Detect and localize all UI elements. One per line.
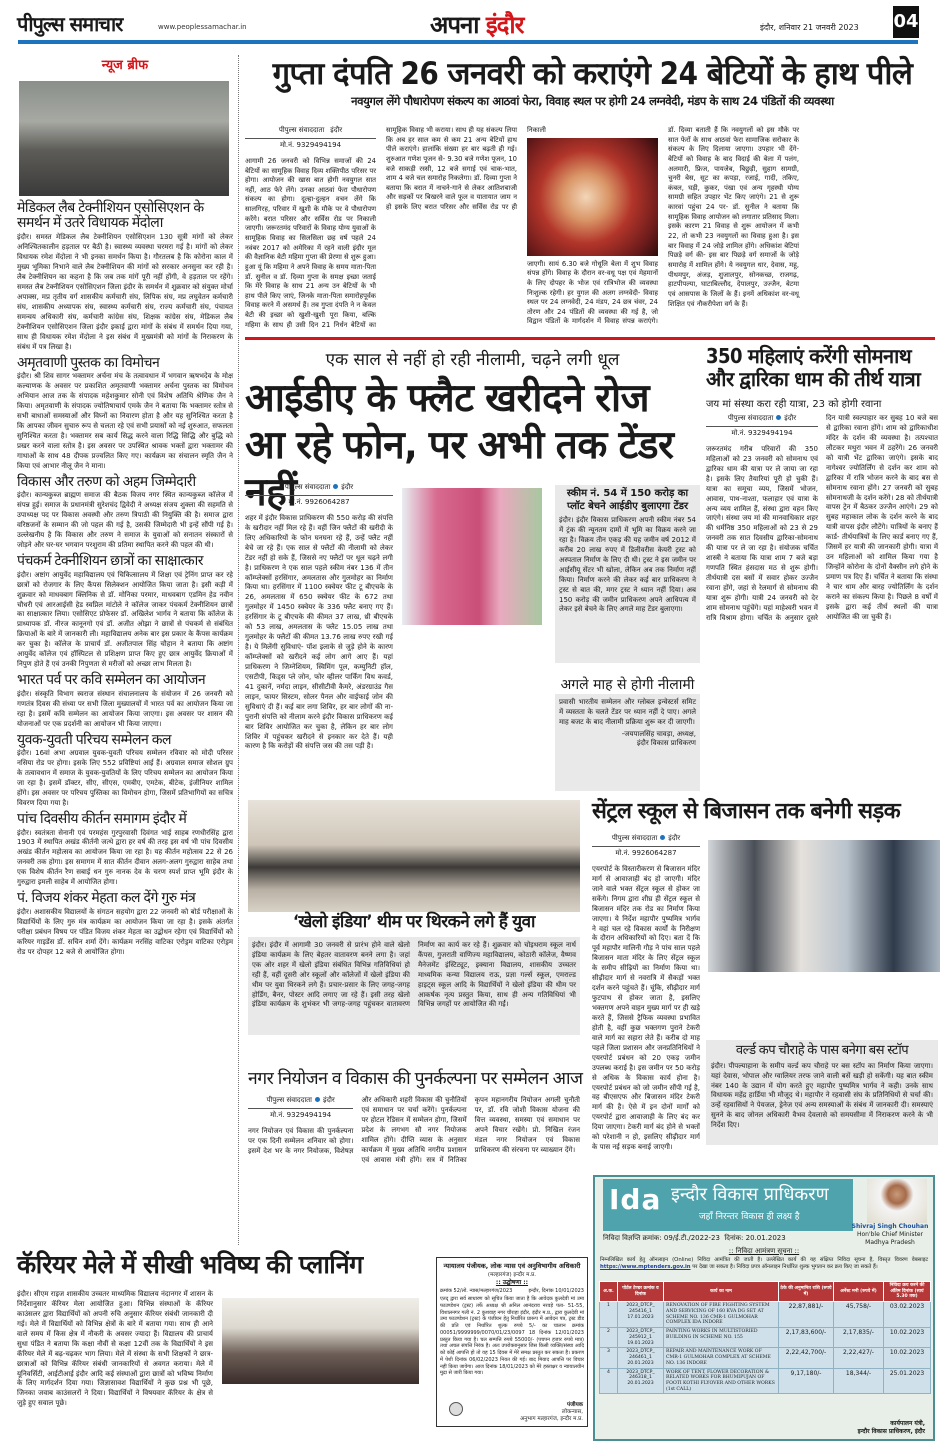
ida-body-col1 — [245, 483, 393, 798]
mptenders-link[interactable]: https://www.mptenders.gov.in — [600, 1264, 691, 1271]
ida-tender-ad — [593, 1175, 935, 1441]
intro-text: निम्नलिखित कार्य हेतु ऑनलाइन (Online) निविदा आमंत्रित की जाती है। उल्लेखित कार्य की यह संक्षिप्त निविदा सूचना है, विस्तृत विवरण वेबसाइट — [600, 1257, 928, 1263]
tender-table — [599, 1281, 931, 1394]
tender-cell: 2,22,42,700/- — [779, 1348, 834, 1368]
dot-icon — [333, 484, 338, 489]
town-planning-text: नगर नियोजन एवं विकास की पुनर्कल्पना पर एक दिनी सम्मेलन शनिवार को होगा। इसमें देश भर के नगर नियोजक, विशेषज्ञ और अधिकारी शहरी विकास की चुनौतियों एवं समाधान पर चर्चा करेंगे। पुनर्कल्पना पर होटल रेडिसन में सम्मेलन होगा, जिसमें प्रदेश के लगभग सौ नगर नियोजक शामिल होंगे। दीप्ति व्यास के अनुसार कार्यक्रम में मुख्य अतिथि नगरीय प्रशासन एवं आवास मंत्री होंगे। सत्र में नितिका कृपन महानगरीय नियोजन अगली चुनौती पर, डॉ. रवि जोशी विकास योजना की वित्त व्यवस्था, समस्या एवं समाधान पर अपने विचार रखेंगे। प्रो. निखिल रंजन मंडल नगर नियोजन एवं विकास प्राधिकरण की संरचना पर व्याख्यान देंगे। — [248, 1096, 580, 1164]
top-story-text: आगामी 26 जनवरी को विभिन्न समाजों की 24 बेटियों का सामूहिक विवाह दिव्य शक्तिपीठ परिसर पर होगा। आयोजन की खास बात होगी नवयुगल सात नहीं, आठ फेरे लेंगे। उनका आठवां फेरा पौधारोपण संकल्प का होगा। दूल्हा-दुल्हन वचन लेंगे कि सालगिरह, परिवार में खुशी के मौके पर वे पौधारोपण करेंगे। बरात परिसर और सर्विस रोड पर निकाली जाएगी। जरूरतमंद परिवारों के विवाह योग्य युवाओं के सामूहिक विवाह का सिलसिला छह वर्ष पहले 24 नवंबर 2017 को अमेरिका में रहने वाली इंदौर मूल की वैज्ञानिक बेटी महिमा गुप्ता की प्रेरणा से शुरू हुआ। हुआ यूं कि महिमा ने अपने विवाह के समय माता-पिता डॉ. सुनील व डॉ. दिव्या गुप्ता के समक्ष इच्छा जताई कि मेरे विवाह के साथ 21 अन्य उन बेटियों के भी हाथ पीले किए जाएं, जिनके माता-पिता समारोहपूर्वक विवाह करने में असमर्थ हैं। तब गुप्ता दंपति ने न केवल बेटी की इच्छा को खुशी-खुशी पूरा किया, बल्कि महिमा के साथ ही उसी दिन 21 निर्धन बेटियों का सामूहिक विवाह भी कराया। साथ ही यह संकल्प लिया कि अब हर साल कम से कम 21 अन्य बेटियों हाथ पीले कराएंगे। हालांकि संख्या हर बार बढ़ती ही गई। शुरुआत गणेश पूजन से- 9.30 बजे गणेश पूजन, 10 बजे साकड़ी रस्सी, 12 बजे सगाई एवं चाक-भात, शाम 4 बजे चल समारोह निकलेगा। डॉ. दिव्या गुप्ता ने बताया कि बरात में नाचने-गाने से लेकर आतिशबाजी और सड़कों पर बिखरने वाले फूल व यातायात जाम न हो इसके लिए बरात परिसर और सर्विस रोड पर ही निकाली जाएगी। सायं 6.30 बजे गोधूलि बेला में शुभ विवाह संपन्न होंगे। विवाह के दौरान वर-वधू पक्ष एवं मेहमानों के लिए दोपहर के भोज एवं रात्रिभोज की व्यवस्था निःशुल्क रहेगी। हर युगल की अलग लग्नवेदी- विवाह स्थल पर 24 लग्नवेदी, 24 मंडप, 24 छत्र चंवर, 24 तोरण और 24 पंडितों की व्यवस्था की गई है, जो विद्वान पंडितों के मार्गदर्शन में विवाह संपन्न कराएंगे। डॉ. दिव्या बताती हैं कि नवयुगलों को इस मौके पर सात फेरों के साथ आठवां फेरा सामाजिक सरोकार के संकल्प के लिए दिलाया जाएगा। उपहार भी देंगे- बेटियों को विवाह के बाद विदाई की बेला में पलंग, अलमारी, फ्रिज, पायजेब, बिछुड़ी, सुहाग सामग्री, चुनरी बेस, सूट का कपड़ा, रजाई, गादी, तकिए, कंबल, घड़ी, कुकर, पंखा एवं अन्य गृहस्थी योग्य सामग्री सहित उपहार भेंट किए जाएंगे। 21 से शुरू कारवां पहुंचा 24 पर- डॉ. सुनील ने बताया कि सामूहिक विवाह आयोजन को लगातार प्रतिसाद मिला। इसके कारण 21 विवाह से शुरू आयोजन में कभी 22, तो कभी 23 नवयुगलों का विवाह हुआ है। इस बार विवाह में 24 जोड़े शामिल होंगे। अधिकांश बेटियां पिछड़े वर्ग की- इस बार पिछड़े वर्ग समाजों के जोड़े समारोह में शामिल होंगे। ये नवयुगल धार, देवास, महू, पीथमपुर, अंजड़, शुजालपुर, सोनकच्छ, राजगढ़, हाटपीपल्या, घाटाबिल्लौद, देपालपुर, उज्जैन, बेटमा एवं आसपास के जिलों के हैं। इनमें अधिकांश वर-वधू शिक्षित एवं नौकरीपेशा वर्ग के हैं। — [245, 126, 799, 329]
court-body: एतद् द्वारा सर्व साधारण को सूचित किया जाता है कि आवेदक कुलदेवी मां उमा फाउण्डेशन (ट्रस्ट) तर्फे अध्यक्ष श्री अनिल आनंदराव नरवड़े पता- 51-55, विशालनगर गली नं. 2 कुशवाह नगर चौराहा इंदौर, इंदौर म.प्र., द्वारा कुलदेवी मां उमा फाउण्डेशन (ट्रस्ट) के पंजीयन हेतु निर्धारित प्रारूप में आवेदन पत्र, ट्रस्ट डीड की प्रति एवं निर्धारित शुल्क रुपये 5/- का चालान क्रमांक 00051/9999999/0070/01/23/0097 18 दिनांक 12/01/2023 प्रस्तुत किया गया है। चल सम्पत्ति रुपये 55000/- (पचपन हजार रुपये मात्र) तथा अचल संपत्ति निरंक है। अतः उपरोक्तानुसार जिस किसी व्यक्ति/संस्था आदि को कोई आपत्ति हो तो वह 15 दिवस में मेरे समक्ष प्रस्तुत कर सकता है। प्रकरण में पेशी दिनांक 06/02/2023 नियत की गई। बाद मियाद आपत्ति पर विचार नहीं किया जावेगा। आज दिनांक 18/01/2023 को मेरे हस्ताक्षर व न्यायालयीन मुद्रा से जारी किया गया। — [440, 1296, 584, 1377]
ida-building-photo — [402, 488, 542, 625]
byline-city: इंदौर — [784, 414, 797, 422]
tender-row — [600, 1348, 931, 1368]
byline-reporter: पीपुल्स संवाददाता — [266, 1096, 312, 1105]
wedding-photo — [527, 138, 658, 256]
section-title — [430, 8, 523, 41]
website: www.peoplessamachar.in — [158, 23, 247, 31]
court-title: न्यायालय पंजीयक, लोक न्यास एवं अनुविभागीय अधिकारी — [443, 1262, 581, 1270]
brief-headline: मेडिकल लैब टेक्नीशियन एसोसिएशन के समर्थन में उतरे विधायक मेंदोला — [17, 200, 204, 231]
tender-cell: 03.02.2023 — [884, 1302, 931, 1328]
pilgrimage-body — [706, 414, 938, 794]
phone-number: मो.नं. 9329494194 — [270, 1111, 332, 1120]
byline-city: इंदौर — [322, 1096, 335, 1105]
pilgrimage-text: जरूरतमंद गरीब परिवारों की 350 महिलाओं को 23 जनवरी को सोमनाथ एवं द्वारिका धाम की यात्रा पर ले जाया जा रहा है। इसके लिए तैयारियां पूरी हो चुकी हैं। यात्रा का समूचा व्यय, जिसमें भोजन, आवास, पाथ-नाश्ता, फलाहार एवं यात्रा के अन्य व्यय शामिल हैं, संस्था द्वारा वहन किए जाएंगे। संस्था जय मां की मानवाधिकार शहर की धर्मनिष्ठ 350 महिलाओं को 23 से 29 जनवरी तक सात दिवसीय द्वारिका-सोमनाथ की यात्रा पर ले जा रहा है। संयोजक चर्चित शास्त्री ने बताया कि यात्रा शाम 7 बजे बड़ा गणपति स्थित हंसदास मठ से शुरू होगी। तीर्थयात्री दस बसों में सवार होकर उज्जैन रवाना होंगे, जहां से रेलमार्ग से सोमनाथ की यात्रा शुरू होगी। यात्री 24 जनवरी को देर शाम सोमनाथ पहुंचेंगे। यहां माहेश्वरी भवन में रात्रि विश्राम होगा। चर्चित के अनुसार दूसरे दिन यात्री स्वल्पाहार कर सुबह 10 बजे बस से द्वारिका रवाना होंगे। शाम को द्वारिकाधीश मंदिर के दर्शन की व्यवस्था है। तत्पश्चात लौटकर मथुरा भवन में ठहरेंगे। 26 जनवरी को यात्री भेंट द्वारिका जाएंगे। इसके बाद नागेश्वर ज्योतिर्लिंग से दर्शन कर शाम को द्वारिका में रात्रि भोजन करने के बाद बस से सोमनाथ रवाना होंगे। 27 जनवरी को सुबह सोमनाथजी के दर्शन करेंगे। 28 को तीर्थयात्री वापस ट्रेन में बैठकर उज्जैन आएंगे। 29 को सुबह महाकाल लोक के दर्शन करने के बाद यात्री वापस इंदौर लौटेंगे। यात्रियों के बनाए हैं कार्ड- तीर्थयात्रियों के लिए कार्ड बनाए गए हैं, जिसमें हर यात्री की जानकारी होगी। यात्रा में उन महिलाओं को शामिल किया गया है जिन्होंने कोरोना के दोनों वैक्सीन लगे होने के प्रमाण पत्र दिए हैं। चर्चित ने बताया कि संस्था ने चार धाम और बारह ज्योतिर्लिंग के दर्शन कराने का संकल्प किया है। पिछले 8 वर्षों में इसके द्वारा कई तीर्थ स्थलों की यात्रा आयोजित की जा चुकी हैं। — [706, 414, 938, 622]
ida-headline: आईडीए के फ्लैट खरीदने रोज आ रहे फोन, पर अभी तक टेंडर नहीं — [245, 376, 674, 515]
byline-city: इंदौर — [341, 483, 354, 491]
byline — [592, 834, 700, 847]
khelo-india-story — [248, 914, 580, 1049]
auction-quote-name: -जयपालसिंह चावड़ा, अध्यक्ष, — [621, 729, 696, 738]
court-sign-2: लोकन्यास, — [561, 1408, 583, 1415]
brief-body: इंदौर। कान्यकुब्ज ब्राह्मण समाज की बैठक विजय नगर स्थित कान्यकुब्ज कॉलेज में संपन्न हुई। समाज के प्रधानमंत्री सुरेशचंद द्विवेदी ने अध्यक्ष संजय शुक्ला की सहमति से उपाध्यक्ष पद पर विकास अवस्थी और तरुण त्रिपाठी की नियुक्ति की है। समाज द्वारा वरिष्ठजनों के सम्मान की जो पहल की गई है, उसकी जिम्मेदारी भी इन्हें सौंपी गई है। उल्लेखनीय है कि विकास और तरुण ने समाज के युवाओं को सनातन संस्कारों से जोड़ने और घर-घर भगवान परशुराम की प्रतिमा स्थापित करने की पहल की थी। — [17, 491, 233, 550]
auction-body: प्रवासी भारतीय सम्मेलन और ग्लोबल इन्वेस्टर्स समिट में व्यस्तता के चलते टेंडर पर ध्यान नहीं दे पाए। अगले माह बजट के बाद नीलामी प्रक्रिया शुरू कर दी जाएगी। — [559, 698, 696, 726]
tender-table-header — [600, 1282, 931, 1302]
news-brief-column — [17, 55, 233, 1250]
tender-cell: REPAIR AND MAINTENANCE WORK OF CMR-1 GULMOHAR COMPLEX AT SCHEME NO. 136 INDORE — [664, 1348, 779, 1368]
central-school-body-col1 — [592, 834, 700, 1152]
brief-headline: पंचकर्म टेक्नीशियन छात्रों का साक्षात्कार — [17, 553, 203, 569]
ida-body: शहर में इंदौर विकास प्राधिकरण की 550 करोड़ की संपत्ति के खरीदार नहीं मिल रहे हैं। वहीं जिन फ्लैटों की खरीदी के लिए अधिकारियों के फोन घनघना रहे हैं, उन्हें फ्लैट नहीं बेचे जा रहे हैं। एक साल से फ्लैटों की नीलामी को लेकर टेंडर नहीं हो सके हैं, जिससे नए फ्लैटों पर धूल चढ़ने लगी है। प्राधिकरण ने एक साल पहले स्कीम नंबर 136 में तीन कॉम्प्लेक्सों हरसिंगार, अमलतास और गुलमोहर का निर्माण किया था। हरसिंगार में 1100 स्क्वेयर फीट टू बीएचके के 26, अमलतास में 650 स्क्वेयर फीट के 672 तथा गुलमोहर में 1450 स्क्वेयर के 336 फ्लैट बनाए गए हैं। हरसिंगार के टू बीएचके की कीमत 37 लाख, थ्री बीएचके को 53 लाख, अमलतास के फ्लैट 15.05 लाख तथा गुलमोहर के फ्लैटों की कीमत 13.76 लाख रुपए रखी गई है। ये मिलेंगी सुविधाएं- पॉश इलाके से जुड़े होने के कारण कॉम्प्लेक्सों को खरीदने कई लोग आगे आए हैं। यहां प्राधिकरण ने जिम्नेशियम, स्विमिंग पूल, कम्युनिटी हॉल, एसटीपी, किड्स प्ले जोन, फोर व्हीलर पार्किंग विथ कवर्ड, 41 दुकानें, नर्मदा लाइन, सीसीटीवी कैमरे, अंडरग्राउंड गैस लाइन, फायर सिस्टम, सोलर पैनल और वाईफाई जोन की सुविधाएं दी हैं। कई बार लगा शिविर, हर बार लोगों की ना- पुरानी संपत्ति को नीलाम करने इंदौर विकास प्राधिकरण कई बार शिविर आयोजित कर चुका है, लेकिन हर बार लोग शिविर में पहुंचकर खरीदने से इनकार कर देते हैं। यही कारण है कि करोड़ों की संपत्ति जस की तस पड़ी है। — [245, 513, 393, 751]
tender-heading: :: निविदा आमंत्रण सूचना :: — [728, 1247, 800, 1255]
tender-cell: 2 — [600, 1328, 618, 1348]
tender-cell: 2023_DTCP_ 245912_1 19.01.2023 — [618, 1328, 664, 1348]
news-brief-label — [17, 55, 233, 77]
khelo-india-caption: ‘खेलो इंडिया’ थीम पर थिरकने लगे हैं युवा — [293, 912, 535, 932]
notice-date: दिनांक: 20.01.2023 — [724, 1234, 786, 1242]
top-story-subhead: नवयुगल लेंगे पौधारोपण संकल्प का आठवां फेरा, विवाह स्थल पर होगी 24 लग्नवेदी, मंडप के साथ 24 पंडितों की व्यवस्था — [351, 93, 834, 108]
tender-row — [600, 1328, 931, 1348]
newspaper-logo: पीपुल्स समाचार — [17, 12, 123, 36]
brief-label-b: ब्रीफ — [127, 58, 149, 73]
cm-title-1: Hon'ble Chief Minister — [856, 1231, 924, 1238]
khelo-india-photo — [248, 800, 580, 912]
top-story-body — [245, 126, 940, 336]
phone-number: मो.नं. 9329494194 — [731, 428, 793, 437]
brief-label-a: न्यूज — [101, 58, 123, 73]
tender-cell: 2,22,427/- — [834, 1348, 884, 1368]
tender-cell: 9,17,180/- — [779, 1368, 834, 1394]
dot-icon — [776, 415, 781, 420]
byline-reporter: पीपुल्स संवाददाता — [278, 126, 325, 134]
tender-cell: 4 — [600, 1368, 618, 1394]
brief-headline: पांच दिवसीय कीर्तन समागम इंदौर में — [17, 810, 187, 827]
scheme54-title: स्कीम नं. 54 में 150 करोड़ का प्लॉट बेचने आईडीए बुलाएगा टेंडर — [566, 488, 689, 512]
issue-date: इंदौर, शनिवार 21 जनवरी 2023 — [760, 23, 859, 32]
pilgrimage-subhead: जय मां संस्था करा रही यात्रा, 23 को होगी रवाना — [706, 399, 882, 410]
career-fair-text: इंदौर। सीएम राइज शासकीय उच्चतर माध्यमिक विद्यालय नंदानगर में शासन के निर्देशानुसार कॅरियर मेला आयोजित हुआ। विभिन्न संस्थाओं के कॅरियर काउंसलर द्वारा विद्यार्थियों को अपनी रुचि अनुसार कॅरियर संबंधी जानकारी दी गई। मेले में विद्यार्थियों को विभिन्न क्षेत्रों के बारे में बताया गया। साथ ही आने वाले समय में किस क्षेत्र में नौकरी के अवसर ज्यादा हैं। विद्यालय की प्राचार्य सुधा पंडित ने बताया कि कक्षा नौवीं से कक्षा 12वीं तक के विद्यार्थियों ने इस कॅरियर मेले में बढ़-चढ़कर भाग लिया। मेले में संस्था के सभी शिक्षकों ने छात्र-छात्राओं को विभिन्न कॅरियर संबंधी जानकारियों से अवगत कराया। मेले में यूनिवर्सिटी, आईटीआई इंदौर आदि कई संस्थाओं द्वारा छात्रों को भविष्य निर्माण के लिए मार्गदर्शन दिया गया। जिज्ञासावश विद्यार्थियों ने कुछ प्रश्न भी पूछे, जिनका जवाब काउंसलरों ने दिया। विद्यार्थियों ने विषयवार कॅरियर के क्षेत्र से जुड़े हुए सवाल पूछे। — [17, 1290, 213, 1408]
pilgrimage-headline: 350 महिलाएं करेंगी सोमनाथ और द्वारिका धाम की तीर्थ यात्रा — [706, 344, 921, 391]
top-story — [245, 58, 940, 336]
court-seal-icon — [449, 1402, 463, 1416]
court-heading: :: उद्घोषणा :: — [495, 1279, 529, 1286]
tender-cell: 2,17,83,600/- — [779, 1328, 834, 1348]
cm-title-2: Madhya Pradesh — [865, 1239, 915, 1246]
career-fair-story — [17, 1252, 422, 1442]
ida-kicker: एक साल से नहीं हो रही नीलामी, चढ़ने लगी धूल — [325, 350, 620, 370]
tender-cell: RENOVATION OF FIRE FIGHTING SYSTEM AND SERVICING OF 160 KVA DG SET AT SCHEME NO. 136 CMR-1 GULMOHAR COMPLEX IDA INDORE — [664, 1302, 779, 1328]
ida-flat-story — [245, 345, 700, 800]
col-header: निविदा क्रय करने की अंतिम दिनांक (सायं 5.30 तक) — [884, 1282, 931, 1302]
brief-headline: अमृतवाणी पुस्तक का विमोचन — [17, 354, 160, 371]
brief-headline: विकास और तरुण को अहम जिम्मेदारी — [17, 473, 196, 490]
tender-cell: 10.02.2023 — [884, 1328, 931, 1348]
brief-list — [17, 201, 233, 958]
brief-headline: पं. विजय शंकर मेहता कल देंगे गुरु मंत्र — [17, 890, 196, 907]
ad-sign-2: इन्दौर विकास प्राधिकरण, इंदौर — [857, 1428, 925, 1435]
top-story-headline: गुप्ता दंपति 26 जनवरी को कराएंगे 24 बेटियों के हाथ पीले — [272, 56, 913, 92]
court-ref-row — [440, 1288, 584, 1294]
career-fair-body — [17, 1290, 213, 1440]
col-header: पोर्टल टेण्डर क्रमांक व दिनांक — [618, 1282, 664, 1302]
tender-cell: 2023_DTCP_ 246318_1 20.01.2023 — [618, 1368, 664, 1394]
ad-tagline: जहाँ निरन्तर विकास ही लक्ष्य है — [699, 1212, 800, 1222]
tender-cell: 22,87,881/- — [779, 1302, 834, 1328]
brief-headline: भारत पर्व पर कवि सम्मेलन का आयोजन — [17, 672, 206, 689]
auction-box — [555, 675, 700, 791]
col-header: कार्य का नाम — [664, 1282, 779, 1302]
ida-logo: Ida — [609, 1183, 662, 1216]
tender-cell: 25.01.2023 — [884, 1368, 931, 1394]
brief-body: इंदौर। स्वतंत्रता सेनानी एवं परमहंस गुरपुरवासी दिवंगत भाई साहब रणधीरसिंह द्वारा 1903 में स्थापित अखंड कीर्तनी जत्थे द्वारा हर वर्ष की तरह इस वर्ष भी पांच दिवसीय अखंड कीर्तन महोत्सव का आयोजन किया जा रहा है। यह कीर्तन महोत्सव 22 से 26 जनवरी तक होगा। इस समागम में सात कीर्तन दीवान अलग-अलग गुरुद्वारा साहेब तथा एक विशेष कीर्तन रैण सबाई धन गुरु नानक देव के चरण स्पर्श प्राप्त भूमि इंदौर के गुरुद्वारा इमली साहेब में आयोजित होगा। — [17, 828, 233, 887]
byline-reporter: पीपुल्स संवाददाता — [727, 414, 774, 422]
byline-city: इंदौर — [668, 834, 681, 842]
tender-row — [600, 1302, 931, 1328]
byline — [248, 1096, 353, 1109]
mayor-inspection-photo — [708, 840, 940, 972]
tender-cell: 10.02.2023 — [884, 1348, 931, 1368]
notice-no: निविदा विज्ञप्ति क्रमांक: 09/ई.टी./2022-23 — [603, 1234, 720, 1242]
town-planning-story — [248, 1069, 583, 1242]
byline — [245, 126, 376, 139]
header-rule — [18, 40, 918, 44]
tender-cell: 45,758/- — [834, 1302, 884, 1328]
ad-title: इन्दौर विकास प्राधिकरण — [671, 1184, 829, 1205]
auction-title: अगले माह से होगी नीलामी — [555, 675, 700, 694]
brief-headline: युवक-युवती परिचय सम्मेलन कल — [17, 731, 172, 748]
central-school-headline: सेंट्रल स्कूल से बिजासन तक बनेगी सड़क — [592, 799, 901, 824]
red-divider — [245, 337, 935, 340]
col-header: अ.क. — [600, 1282, 618, 1302]
ad-sign-1: कार्यपालन यंत्री, — [890, 1420, 925, 1427]
central-school-text: एयरपोर्ट के विस्तारीकरण से बिजासन मंदिर मार्ग से आवाजाही बंद हो जाएगी। मंदिर जाने वाले भक्त सेंट्रल स्कूल से होकर जा सकेंगे। निगम द्वारा शीघ्र ही सेंट्रल स्कूल से बिजासन मंदिर तक रोड का निर्माण किया जाएगा। ये निर्देश महापौर पुष्यमित्र भार्गव ने वहां चल रहे विकास कार्यों के निरीक्षण के दौरान अधिकारियों को दिए। बता दें कि पूर्व महापौर मालिनी गौड़ ने पांच साल पहले बिजासन माता मंदिर के लिए सेंट्रल स्कूल के समीप सीढ़ियों का निर्माण किया था। सीढ़ीदार मार्ग से नवरात्रि में सैकड़ों भक्त दर्शन करने पहुंचते हैं। चूंकि, सीढ़ीदार मार्ग फुटपाथ से होकर जाता है, इसलिए भक्तगण अपने वाहन मुख्य मार्ग पर ही खड़े करते हैं, जिससे ट्रैफिक व्यवस्था प्रभावित होती है, वहीं कुछ भक्तगण पुराने टेकरी वाले मार्ग का सहारा लेते हैं। करीब दो माह पहले जिला प्रशासन और जनप्रतिनिधियों ने एयरपोर्ट प्रबंधन को 20 एकड़ जमीन उपलब्ध कराई है। इस जमीन पर 50 करोड़ से अधिक के विकास कार्य होना है। एयरपोर्ट प्रबंधन को जो जमीन सौंपी गई है, वह बीएसएफ और बिजासन मंदिर टेकरी मार्ग की है। ऐसे में इन दोनों मार्गों को एयरपोर्ट द्वारा आवाजाही के लिए बंद कर दिया जाएगा। टेकरी मार्ग बंद होने से भक्तों को परेशानी न हो, इसलिए सीढ़ीदार मार्ग के पास नई सड़क बनाई जाएगी। — [592, 864, 700, 1152]
tender-notice-number — [603, 1234, 786, 1243]
page-number: 04 — [893, 6, 919, 38]
phone-number: मो.नं. 9329494194 — [279, 140, 342, 149]
khelo-india-body: इंदौर। इंदौर में आगामी 30 जनवरी से प्रारंभ होने वाले खेलो इंडिया कार्यक्रम के लिए बेहतर वातावरण बनने लगा है। जहां एक ओर शहर में खेलो इंडिया संबंधित विभिन्न गतिविधियां हो रही हैं, वहीं दूसरी ओर स्कूलों और कॉलेजों में खेलो इंडिया की थीम पर युवा थिरकने लगे हैं। प्रचार-प्रसार के लिए जगह-जगह होर्डिंग, बैनर, पोस्टर आदि लगाए जा रहे हैं। इसी तरह खेलो इंडिया कार्यक्रम के शुभंकर भी जगह-जगह पहुंचकर वातावरण निर्माण का कार्य कर रहे हैं। शुक्रवार को चोइथराम स्कूल नार्थ कैंपस, गुजराती वाणिज्य महाविद्यालय, कोठारी कॉलेज, वैष्णव मैनेजमेंट इंस्टिट्यूट, इक्याना विद्यालय, शासकीय उच्चतर माध्यमिक कन्या विद्यालय राऊ, प्रज्ञा गर्ल्स स्कूल, एमराल्ड हाइट्स स्कूल आदि के विद्यार्थियों ने खेलो इंडिया की थीम पर आकर्षक नृत्य प्रस्तुत किया, साथ ही अन्य गतिविधियां भी विभिन्न जगहों पर आयोजित की गईं। — [248, 937, 580, 1035]
tender-table-body — [600, 1302, 931, 1394]
bus-stop-story — [706, 1040, 938, 1145]
byline-reporter: पीपुल्स संवाददाता — [284, 483, 331, 491]
tender-cell: WORK OF TENT, FLOWER DECORATION & RELATED WORKS FOR BHUMIPUJAN OF FOOTI KOTHI FLYOVER AND OTHER WORKS (1st CALL) — [664, 1368, 779, 1394]
court-notice — [436, 1257, 588, 1427]
court-ref: क्रमांक 52/लो. न्यास/मल्हारगंज/2023 — [440, 1288, 513, 1294]
brief-body: इंदौर। संस्कृति विभाग स्वराज संस्थान संचालनालय के संयोजन में 26 जनवरी को गणतंत्र दिवस की संध्या पर सभी जिला मुख्यालयों में भारत पर्व का आयोजन किया जा रहा है। इसमें कवि सम्मेलन का आयोजन किया जाएगा। इस अवसर पर शासन की योजनाओं पर एक प्रदर्शनी का आयोजन भी किया जाएगा। — [17, 689, 233, 728]
tender-cell: 2023_DTCP_ 246461_1 20.01.2023 — [618, 1348, 664, 1368]
cm-name: Shivraj Singh Chouhan — [851, 1223, 929, 1230]
brief-body: इंदौर। समस्त मेडिकल लैब टेक्नीशियन एसोसिएशन 130 सूत्री मांगों को लेकर अनिश्चितकालीन हड़ताल पर बैठी है। स्वास्थ्य व्यवस्था चरमरा गई है। मांगों को लेकर विधायक रमेश मेंदोला ने भी इनका समर्थन किया है। गौरतलब है कि कोरोना काल में मुख्य भूमिका निभाने वाले लैब टेक्नीशियन की मांगों को सरकार अनसुना कर रही है। लैब टेक्नीशियन का कहना है कि जब तक मांगें पूरी नहीं होंगी, वे हड़ताल पर रहेंगे। समस्त लैब टेक्नीशियन एसोसिएशन जिला इंदौर के समर्थन में शुक्रवार को संयुक्त मोर्चा अपाक्स, मप्र तृतीय वर्ग शासकीय कर्मचारी संघ, लिपिक संघ, मप्र लघुवेतन कर्मचारी संघ, शासकीय अध्यापक संघ, स्वास्थ्य कर्मचारी संघ, राज्य कर्मचारी संघ, पंचायत समन्वय अधिकारी संघ, कर्मचारी कांग्रेस संघ, शिक्षक कांग्रेस संघ, मेडिकल लैब टेक्नीशियन एसोसिएशन जिला इंदौर इकाई द्वारा मांगों के संबंध में समर्थन दिया गया, साथ ही विधायक रमेश मेंदोला ने इस संबंध में मुख्यमंत्री को मांगों के निराकरण के संबंध में पत्र लिखा है। — [17, 233, 233, 351]
col-header: ठेके की अनुमानित राशि (रुपये में) — [779, 1282, 834, 1302]
tender-cell: 2,17,835/- — [834, 1328, 884, 1348]
tender-cell: 18,344/- — [834, 1368, 884, 1394]
career-fair-headline: कॅरियर मेले में सीखी भविष्य की प्लानिंग — [17, 1250, 363, 1279]
brief-body: इंदौर। अष्टांग आयुर्वेद महाविद्यालय एवं चिकित्सालय में शिक्षा एवं ट्रेनिंग प्राप्त कर रहे छात्रों को रोजगार के लिए कैंपस सिलेक्शन आयोजित किया जाता है। इसी कड़ी में शुक्रवार को माधवबाग क्लिनिक से डॉ. मोनिका परमार, माधवबाग एडमिन हेड नवीन चौधरी एवं आरआईसी हेड स्वप्निल मांटोले ने कॉलेज जाकर पंचकर्म टेक्नीशियन छात्रों का साक्षात्कार लिया। एसोसिएट प्रोफेसर डॉ. अखिलेश भार्गव ने बताया कि कॉलेज के प्राध्यापक डॉ. नीरज कानूनगो एवं डॉ. अजीत ओझा ने छात्रों से पंचकर्म से संबंधित क्रियाओं के बारे में जानकारी ली। महाविद्यालय अनेक बार इस प्रकार के कैंपस कार्यक्रम कर चुका है। कॉलेज के प्राचार्य डॉ. अजीतपाल सिंह चौहान ने बताया कि अष्टांग आयुर्वेद कॉलेज एवं हॉस्पिटल से प्रशिक्षण प्राप्त किए हुए छात्र आयुर्वेद क्रियाओं में निपुण होते हैं एवं उनकी निपुणता से मरीजों को अच्छा लाभ मिलता है। — [17, 570, 233, 669]
tender-intro — [600, 1257, 928, 1271]
town-planning-body — [248, 1096, 580, 1226]
pilgrimage-story — [706, 345, 938, 800]
town-planning-headline: नगर नियोजन व विकास की पुनर्कल्पना पर सम्मेलन आज — [248, 1069, 583, 1089]
career-fair-photo — [222, 1298, 419, 1384]
auction-quote-title: इंदौर विकास प्राधिकरण — [636, 738, 696, 747]
court-signature — [520, 1402, 583, 1423]
court-sub: (मल्हारगंज) इन्दौर म.प्र. — [487, 1272, 537, 1278]
phone-number: मो.नं. 9926064287 — [288, 497, 350, 506]
section-title-a: अपना — [430, 11, 479, 39]
scheme54-body: इंदौर। इंदौर विकास प्राधिकरण अपनी स्कीम नंबर 54 में ट्रंक की न्यूनतम दामों में भूमि का विक्रय करने जा रहा है। विक्रय तीन एकड़ की यह जमीन वर्ष 2012 में करीब 20 लाख रुपए में डिलीवरीस केयरी ट्रस्ट को अस्पताल निर्माण के लिए दी थी। ट्रस्ट ने इस जमीन पर आईसीयू सेंटर भी खोला, लेकिन अब तक निर्माण नहीं किया। निर्माण करने की लेकर कई बार प्राधिकरण ने ट्रस्ट से बात की, मगर ट्रस्ट ने ध्यान नहीं दिया। अब 150 करोड़ की जमीन प्राधिकरण अपने आधिपत्य में लेकर इसे बेचने के लिए अगले माह टेंडर बुलाएगा। — [559, 516, 696, 614]
section-title-b: इंदौर — [485, 11, 524, 39]
cm-photo — [867, 1179, 927, 1223]
court-sign-3: अनुभाग मल्हारगंज, इन्दौर म.प्र. — [520, 1415, 583, 1422]
phone-number: मो.नं. 9926064287 — [615, 848, 677, 857]
tender-cell: 1 — [600, 1302, 618, 1328]
col-header: अर्नेस्ट मनी (रुपये में) — [834, 1282, 884, 1302]
court-date: इन्दौर, दिनांक 10/01/2023 — [528, 1288, 584, 1294]
scheme54-box — [555, 485, 700, 663]
bus-stop-headline: वर्ल्ड कप चौराहे के पास बनेगा बस स्टॉप — [735, 1043, 909, 1058]
tender-cell: 2023_DTCP_ 245416_1 17.01.2023 — [618, 1302, 664, 1328]
column-divider — [238, 55, 239, 1245]
bus-stop-body: इंदौर। पीपल्याहाना के समीप वर्ल्ड कप चौराहे पर बस स्टॉप का निर्माण किया जाएगा। यहां देवास, भोपाल और ग्वालियर तरफ जाने वाली बसें खड़ी हो सकेंगी। यह बात स्कीम नंबर 140 के उद्यान में योग करते हुए महापौर पुष्यमित्र भार्गव ने कही। उनके साथ विधायक महेंद्र हार्डिया भी मौजूद थे। महापौर ने रहवासी संघ के प्रतिनिधियों से चर्चा की। उन्हें रहवासियों ने पेयजल, ड्रेनेज एवं अन्य समस्याओं के संबंध में जानकारी दी। समस्याएं सुनने के बाद जोनल अधिकारी वैभव देवलासे को समयसीमा में निराकरण करने के भी निर्देश दिए। — [711, 1061, 933, 1130]
dot-icon — [315, 1097, 320, 1102]
dot-icon — [660, 835, 665, 840]
brief-body: इंदौर। अशासकीय विद्यालयों के संगठन सहयोग द्वारा 22 जनवरी को बोर्ड परीक्षाओं के विद्यार्थियों के लिए गुरु मंत्र कार्यक्रम का आयोजन किया जा रहा है। इसके अंतर्गत परीक्षा प्रबंधन विषय पर पंडित विजय शंकर मेहता का उद्बोधन रहेगा एवं विद्यार्थियों को करियर गाइडेंस डॉ. सचिन शर्मा देंगे। कार्यक्रम नरसिंह वाटिका एरोड्रम वाटिका एरोड्रम रोड पर दोपहर 12 बजे से आयोजित होगा। — [17, 907, 233, 956]
brief-body: इंदौर। श्री शिव सागर भक्तामर अर्चना मंच के तत्वावधान में भगवान ऋषभदेव के मोक्ष कल्याणक के अवसर पर प्रकाशित अमृतवाणी भक्तामर अर्चना पुस्तक का विमोचन अभियान आज तक के संपादक महेशकुमार सोनी एवं विशेष अतिथि श्रेणिक जैन ने किया। अमृतवाणी के संपादक ज्योतिषाचार्य एमके जैन ने बताया कि भक्तामर स्तोत्र से सभी बाधाओं समस्याओं और विघ्नों का निवारण होता है और यह सुनिश्चित करता है कि आपका जीवन सुचारु रूप से चलता रहे एवं सभी प्रयासों को नई शुरुआत, सफलता सुनिश्चित करता है। भक्तामर सब कार्य सिद्ध करने वाला रिद्धि सिद्धि और बुद्धि को प्रखर करने वाला स्तोत्र है। इस अवसर पर उपस्थित श्रावक भक्तों द्वारा भक्तामर की गाथाओं के साथ 48 दीपक प्रज्वलित किए गए। कार्यक्रम का संचालन स्मृति जैन ने किया एवं आभार नीलू जैन ने माना। — [17, 372, 233, 470]
byline — [706, 414, 818, 427]
masthead — [15, 6, 935, 42]
byline — [245, 483, 393, 496]
ad-signature — [858, 1419, 925, 1435]
tender-cell: PAINTING WORKS IN MULTISTORIED BUILDING IN SCHEME NO. 155 — [664, 1328, 779, 1348]
tender-row — [600, 1368, 931, 1394]
byline-reporter: पीपुल्स संवाददाता — [611, 834, 658, 842]
tender-cell: 3 — [600, 1348, 618, 1368]
byline-city: इंदौर — [330, 126, 343, 134]
court-sign-1: पंजीयक — [566, 1401, 583, 1408]
intro-text-2: पर देखा जा सकता है। निविदा प्रपत्र ऑनलाइन निर्धारित शुल्क भुगतान कर क्रय किए जा सकते हैं। — [692, 1264, 878, 1271]
protest-photo — [19, 81, 229, 196]
brief-body: इंदौर। 16वां अभा अग्रवाल युवक-युवती परिचय सम्मेलन रविवार को मोदी परिसर नसिया रोड पर होगा। इसके लिए 552 प्रविष्टियां आई हैं। अग्रवाल समाज सोशल ग्रुप के तत्वावधान में समाज के युवक-युवतियों के लिए परिचय सम्मेलन का आयोजन किया जा रहा है। इसमें डॉक्टर, सीए, सीएस, एमबीए, एमटेक, बीटेक, इंजीनियर शामिल होंगे। इस अवसर पर परिचय पुस्तिका का विमोचन होगा, जिसमें प्रतिभागियों का सचित्र विवरण दिया गया है। — [17, 749, 233, 807]
